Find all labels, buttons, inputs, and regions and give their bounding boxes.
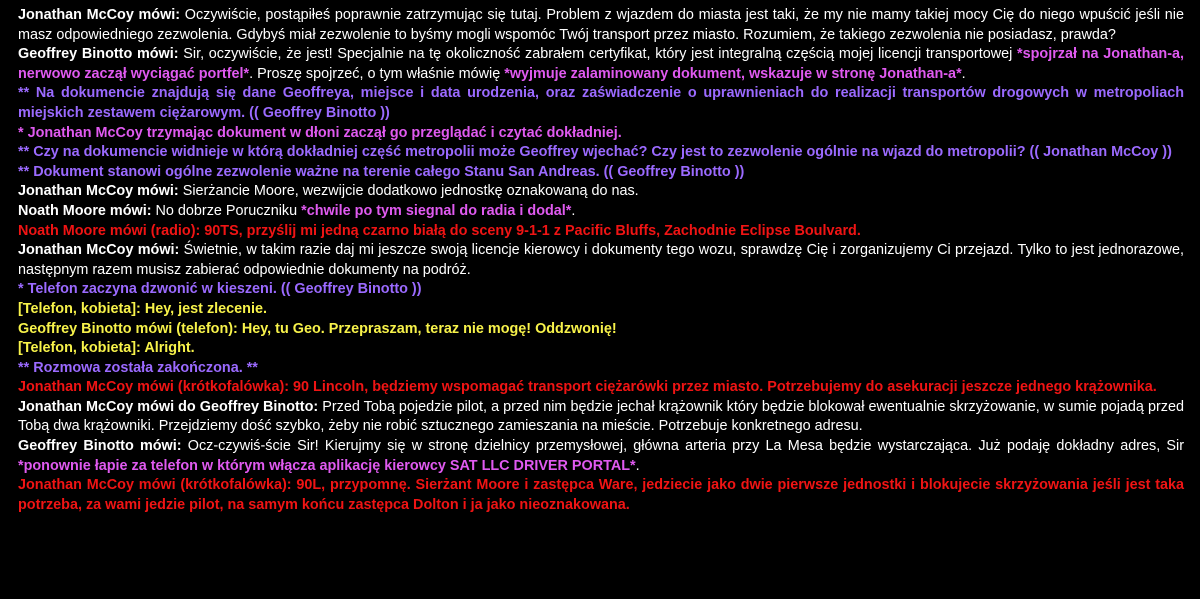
- do-description-line: ** Czy na dokumencie widnieje w którą dokładniej część metropolii może Geoffrey wjechać? Czy jest to zezwolenie ogólnie na wjazd do metropolii? (( Jonathan McCoy )): [18, 144, 1172, 161]
- message-text: .: [571, 202, 576, 219]
- radio-line: Jonathan McCoy mówi (krótkofalówka): 90 Lincoln, będziemy wspomagać transport ciężarówki przez miasto. Potrzebujemy do asekuracji jeszcze jednego krążownika.: [18, 379, 1157, 396]
- radio-line: Noath Moore mówi (radio): 90TS, przyślij mi jedną czarno białą do sceny 9-1-1 z Pacific Bluffs, Zachodnie Eclipse Boulvard.: [18, 222, 861, 239]
- chat-line: [18, 182, 1184, 202]
- chat-line: [18, 202, 1184, 222]
- emote-action: *spojrzał na Jonathan-a, nerwowo zaczął wyciągać portfel*: [18, 46, 1184, 82]
- phone-line: Geoffrey Binotto mówi (telefon): Hey, tu Geo. Przepraszam, teraz nie mogę! Oddzwonię!: [18, 320, 617, 337]
- message-text: Przed Tobą pojedzie pilot, a przed nim będzie jechał krążownik który będzie blokował ewentualnie skrzyżowanie, w sumie pojadą przed Tobą dwa krążowniki. Przejdziemy dość szybko, żeby nie robić sztucznego zamieszania na mieście. Potrzebuje konkretnego adresu.: [18, 398, 1184, 435]
- message-text: No dobrze Poruczniku: [151, 202, 302, 219]
- radio-line: Jonathan McCoy mówi (krótkofalówka): 90L, przypomnę. Sierżant Moore i zastępca Ware, jedziecie jako dwie pierwsze jednostki i blokujecie skrzyżowania jeśli jest taka potrzeba, za wami jedzie pilot, na samym końcu zastępca Dolton i ja jako nieoznakowana.: [18, 477, 1184, 513]
- do-description-line: ** Rozmowa została zakończona. **: [18, 359, 258, 376]
- phone-line: [Telefon, kobieta]: Alright.: [18, 340, 195, 357]
- message-text: Ocz-czywiś-ście Sir! Kierujmy się w stronę dzielnicy przemysłowej, główna arteria przy La Mesa będzie wystarczająca. Już podaję dokładny adres, Sir: [181, 438, 1185, 455]
- speaker-name: Jonathan McCoy mówi:: [18, 7, 181, 23]
- chat-line: [18, 241, 1184, 280]
- chat-log: [18, 6, 1184, 515]
- message-text: .: [961, 65, 966, 82]
- message-text: Sir, oczywiście, że jest! Specjalnie na tę okoliczność zabrałem certyfikat, który jest integralną częścią mojej licencji transportowej: [178, 46, 1018, 63]
- me-action-line: * Jonathan McCoy trzymając dokument w dłoni zaczął go przeglądać i czytać dokładniej.: [18, 124, 622, 141]
- chat-line: [18, 45, 1184, 84]
- speaker-name: Jonathan McCoy mówi:: [18, 242, 180, 259]
- speaker-name: Noath Moore mówi:: [18, 202, 152, 219]
- do-description-line: * Telefon zaczyna dzwonić w kieszeni. (( Geoffrey Binotto )): [18, 281, 422, 298]
- speaker-name: Geoffrey Binotto mówi:: [18, 46, 179, 63]
- emote-action: *wyjmuje zalaminowany dokument, wskazuje w stronę Jonathan-a*: [504, 65, 962, 82]
- chat-line: [18, 437, 1184, 476]
- message-text: .: [635, 457, 640, 474]
- do-description-line: ** Na dokumencie znajdują się dane Geoffreya, miejsce i data urodzenia, oraz zaświadczenie o uprawnieniach do realizacji transportów drogowych w metropoliach miejskich zestawem ciężarowym. (( Geoffrey Binotto )): [18, 85, 1184, 121]
- message-text: Oczywiście, postąpiłeś poprawnie zatrzymując się tutaj. Problem z wjazdem do miasta jest taki, że my nie mamy takiej mocy Cię do niego wpuścić jeśli nie masz odpowiedniego zezwolenia. Gdybyś miał zezwolenie to byśmy mogli wspomóc Twój transport przez miasto. Rozumiem, że takiego zezwolenia nie posiadasz, prawda?: [18, 7, 1184, 43]
- message-text: . Proszę spojrzeć, o tym właśnie mówię: [249, 65, 505, 82]
- phone-line: [Telefon, kobieta]: Hey, jest zlecenie.: [18, 300, 267, 317]
- speaker-name: Geoffrey Binotto mówi:: [18, 438, 182, 455]
- message-text: Sierżancie Moore, wezwijcie dodatkowo jednostkę oznakowaną do nas.: [178, 183, 639, 200]
- do-description-line: ** Dokument stanowi ogólne zezwolenie ważne na terenie całego Stanu San Andreas. (( Geoffrey Binotto )): [18, 163, 745, 180]
- emote-action: *ponownie łapie za telefon w którym włącza aplikację kierowcy SAT LLC DRIVER PORTAL*: [18, 457, 636, 474]
- emote-action: *chwile po tym siegnal do radia i dodal*: [301, 202, 572, 219]
- speaker-name: Jonathan McCoy mówi do Geoffrey Binotto:: [18, 398, 319, 415]
- message-text: Świetnie, w takim razie daj mi jeszcze swoją licencje kierowcy i dokumenty tego wozu, sprawdzę Cię i zorganizujemy Ci przejazd. Tylko to jest jednorazowe, następnym razem musisz zabierać odpowiednie dokumenty na podróż.: [18, 242, 1184, 278]
- speaker-name: Jonathan McCoy mówi:: [18, 183, 179, 200]
- chat-line: [18, 398, 1184, 437]
- chat-line: [18, 6, 1184, 45]
